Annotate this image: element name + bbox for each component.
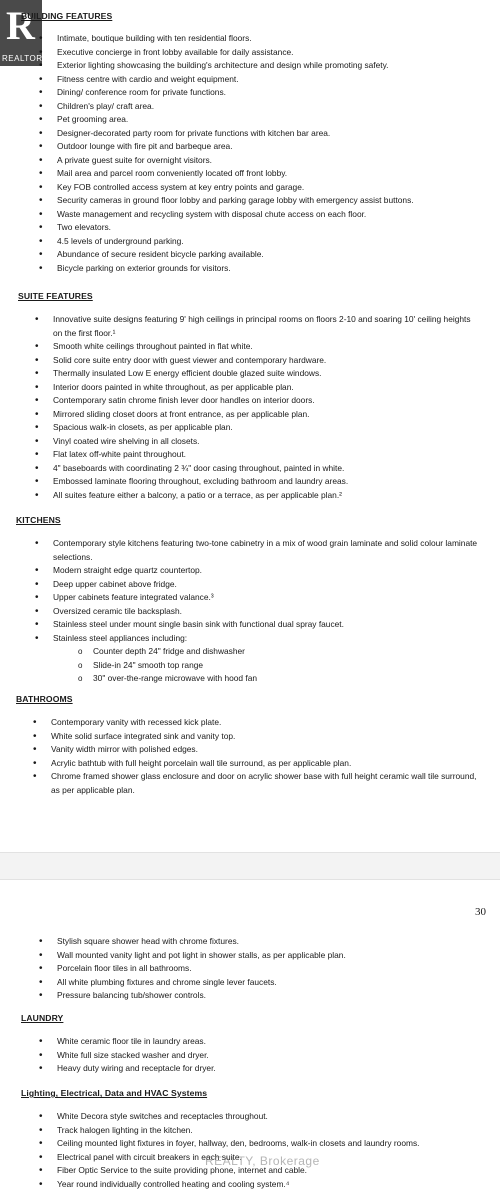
lighting-feature-item: • Ceiling mounted light fixtures in foyer, hallway, den, bedrooms, walk-in closets and laundry rooms.: [57, 1137, 477, 1151]
building-feature-item: • Security cameras in ground floor lobby and parking garage lobby with emergency assist buttons.: [57, 194, 487, 208]
kitchens-list: [53, 537, 480, 686]
building-feature-item: • Intimate, boutique building with ten residential floors.: [57, 32, 487, 46]
lighting-feature-item: • White Decora style switches and receptacles throughout.: [57, 1110, 477, 1124]
building-feature-item: • Pet grooming area.: [57, 113, 487, 127]
suite-feature-item: • Mirrored sliding closet doors at front entrance, as per applicable plan.: [53, 408, 480, 422]
kitchen-feature-item: • Stainless steel under mount single basin sink with functional dual spray faucet.: [53, 618, 480, 632]
bathroom-feature-item: • Pressure balancing tub/shower controls.: [57, 989, 477, 1003]
brokerage-watermark: REALTY, Brokerage: [205, 1154, 320, 1168]
building-feature-item: • 4.5 levels of underground parking.: [57, 235, 487, 249]
suite-features-heading: SUITE FEATURES: [18, 291, 93, 301]
bathroom-feature-item: • Stylish square shower head with chrome fixtures.: [57, 935, 477, 949]
kitchen-feature-text: Stainless steel appliances including:: [53, 632, 188, 643]
suite-feature-item: • 4" baseboards with coordinating 2 ¾" door casing throughout, painted in white.: [53, 462, 480, 476]
kitchen-feature-item: • Deep upper cabinet above fridge.: [53, 578, 480, 592]
kitchen-feature-item: • Upper cabinets feature integrated valance.³: [53, 591, 480, 605]
appliance-item: o 30" over-the-range microwave with hood fan: [93, 672, 480, 686]
building-feature-item: • Mail area and parcel room conveniently located off front lobby.: [57, 167, 487, 181]
building-feature-item: • Executive concierge in front lobby available for daily assistance.: [57, 46, 487, 60]
lighting-feature-item: • Electrical panel with circuit breakers in each suite.: [57, 1151, 477, 1165]
bathroom-feature-item: • Chrome framed shower glass enclosure and door on acrylic shower base with full height ceramic wall tile surround, as per applicable plan.: [51, 770, 481, 797]
page-break: [0, 852, 500, 880]
suite-feature-item: • Innovative suite designs featuring 9' high ceilings in principal rooms on floors 2-10 and soaring 10' ceiling heights on the first floor.¹: [53, 313, 480, 340]
suite-feature-item: • Flat latex off-white paint throughout.: [53, 448, 480, 462]
building-feature-item: • Abundance of secure resident bicycle parking available.: [57, 248, 487, 262]
bathroom-feature-item: • Contemporary vanity with recessed kick plate.: [51, 716, 481, 730]
laundry-list: [57, 1035, 477, 1076]
suite-feature-item: • Solid core suite entry door with guest viewer and contemporary hardware.: [53, 354, 480, 368]
kitchens-heading: KITCHENS: [16, 515, 61, 525]
building-feature-item: • Bicycle parking on exterior grounds for visitors.: [57, 262, 487, 276]
kitchen-feature-item: • Oversized ceramic tile backsplash.: [53, 605, 480, 619]
document-page-2: [0, 878, 500, 1200]
suite-feature-item: • Interior doors painted in white throughout, as per applicable plan.: [53, 381, 480, 395]
bathroom-feature-item: • Vanity width mirror with polished edges.: [51, 743, 481, 757]
bathroom-feature-item: • Acrylic bathtub with full height porcelain wall tile surround, as per applicable plan.: [51, 757, 481, 771]
appliance-item: o Slide-in 24" smooth top range: [93, 659, 480, 673]
realtor-logo-mark: R: [6, 3, 35, 48]
lighting-feature-item: • Track halogen lighting in the kitchen.: [57, 1124, 477, 1138]
bathrooms-continued-list: [57, 935, 477, 1003]
appliance-item: o Counter depth 24" fridge and dishwasher: [93, 645, 480, 659]
realtor-logo-text: REALTOR®: [2, 54, 49, 63]
building-feature-item: • Outdoor lounge with fire pit and barbeque area.: [57, 140, 487, 154]
building-feature-item: • Two elevators.: [57, 221, 487, 235]
suite-feature-item: • Embossed laminate flooring throughout, excluding bathroom and laundry areas.: [53, 475, 480, 489]
building-feature-item: • Children's play/ craft area.: [57, 100, 487, 114]
laundry-feature-item: • White ceramic floor tile in laundry areas.: [57, 1035, 477, 1049]
laundry-feature-item: • Heavy duty wiring and receptacle for dryer.: [57, 1062, 477, 1076]
building-feature-item: • Waste management and recycling system with disposal chute access on each floor.: [57, 208, 487, 222]
building-feature-item: • Designer-decorated party room for private functions with kitchen bar area.: [57, 127, 487, 141]
suite-features-list: [53, 313, 480, 502]
suite-feature-item: • Smooth white ceilings throughout painted in flat white.: [53, 340, 480, 354]
building-feature-item: • Key FOB controlled access system at key entry points and garage.: [57, 181, 487, 195]
kitchen-feature-item: • Contemporary style kitchens featuring two-tone cabinetry in a mix of wood grain laminate and solid colour laminate selections.: [53, 537, 480, 564]
kitchen-feature-item: • Modern straight edge quartz countertop.: [53, 564, 480, 578]
bathroom-feature-item: • All white plumbing fixtures and chrome single lever faucets.: [57, 976, 477, 990]
building-features-heading: BUILDING FEATURES: [21, 11, 113, 21]
suite-feature-item: • Contemporary satin chrome finish lever door handles on interior doors.: [53, 394, 480, 408]
page-number: 30: [475, 906, 486, 918]
building-feature-item: • A private guest suite for overnight visitors.: [57, 154, 487, 168]
bathroom-feature-item: • Porcelain floor tiles in all bathrooms.: [57, 962, 477, 976]
suite-feature-item: • Vinyl coated wire shelving in all closets.: [53, 435, 480, 449]
laundry-heading: LAUNDRY: [21, 1013, 64, 1023]
suite-feature-item: • Spacious walk-in closets, as per applicable plan.: [53, 421, 480, 435]
building-feature-item: • Exterior lighting showcasing the building's architecture and design while promoting safety.: [57, 59, 487, 73]
kitchen-feature-item: [53, 632, 480, 686]
bathrooms-heading: BATHROOMS: [16, 694, 73, 704]
laundry-feature-item: • White full size stacked washer and dryer.: [57, 1049, 477, 1063]
lighting-heading: Lighting, Electrical, Data and HVAC Systems: [21, 1088, 208, 1098]
bathroom-feature-item: • Wall mounted vanity light and pot light in shower stalls, as per applicable plan.: [57, 949, 477, 963]
lighting-feature-item: • Year round individually controlled heating and cooling system.⁴: [57, 1178, 477, 1192]
building-features-list: [57, 32, 487, 275]
bathrooms-list: [51, 716, 481, 797]
building-feature-item: • Dining/ conference room for private functions.: [57, 86, 487, 100]
building-feature-item: • Fitness centre with cardio and weight equipment.: [57, 73, 487, 87]
lighting-list: [57, 1110, 477, 1191]
suite-feature-item: • All suites feature either a balcony, a patio or a terrace, as per applicable plan.²: [53, 489, 480, 503]
lighting-feature-item: • Fiber Optic Service to the suite providing phone, internet and cable.: [57, 1164, 477, 1178]
appliances-list: [53, 645, 480, 686]
suite-feature-item: • Thermally insulated Low E energy efficient double glazed suite windows.: [53, 367, 480, 381]
bathroom-feature-item: • White solid surface integrated sink and vanity top.: [51, 730, 481, 744]
